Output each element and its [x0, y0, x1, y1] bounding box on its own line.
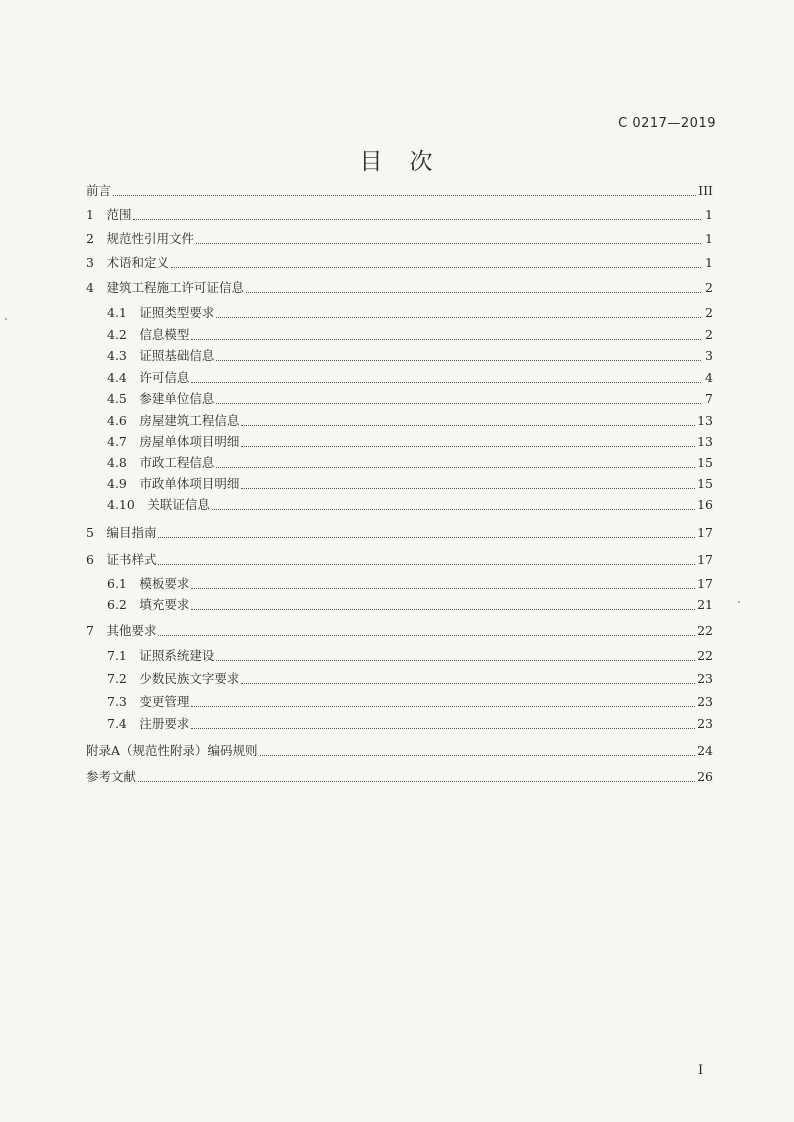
toc-entry-title: 4.5 参建单位信息 [107, 391, 215, 406]
dot-leader [241, 683, 695, 684]
toc-entry-title: 4.4 许可信息 [107, 370, 190, 385]
toc-entry-title: 4.8 市政工程信息 [107, 455, 215, 470]
toc-entry[interactable] [107, 325, 713, 345]
toc-entry[interactable] [107, 495, 713, 515]
dot-leader [171, 267, 701, 268]
toc-entry-title: 7.3 变更管理 [107, 694, 190, 709]
scan-artifact [738, 601, 740, 603]
toc-entry[interactable] [107, 692, 713, 712]
toc-entry-page: 23 [697, 694, 713, 709]
dot-leader [158, 564, 695, 565]
dot-leader [260, 755, 696, 756]
dot-leader [191, 382, 701, 383]
page-title: 目 次 [359, 149, 435, 175]
toc-entry-page: III [698, 183, 713, 198]
toc-entry-page: 22 [697, 648, 713, 663]
toc-entry-title: 4.6 房屋建筑工程信息 [107, 413, 240, 428]
toc-entry-page: 15 [697, 476, 713, 491]
dot-leader [246, 292, 701, 293]
toc-entry-page: 2 [705, 327, 713, 342]
toc-entry[interactable] [86, 523, 713, 543]
dot-leader [241, 488, 695, 489]
document-code: C 0217—2019 [618, 116, 716, 131]
toc-entry-page: 21 [697, 597, 713, 612]
dot-leader [191, 339, 701, 340]
toc-entry-title: 5 编目指南 [86, 525, 157, 540]
toc-entry-page: 2 [705, 305, 713, 320]
dot-leader [212, 509, 695, 510]
dot-leader [191, 728, 695, 729]
toc-entry[interactable] [107, 453, 713, 473]
toc-entry[interactable] [86, 253, 713, 273]
toc-entry[interactable] [107, 714, 713, 734]
toc-entry-page: 7 [705, 391, 713, 406]
dot-leader [216, 467, 695, 468]
dot-leader [133, 219, 701, 220]
dot-leader [216, 360, 701, 361]
dot-leader [191, 588, 695, 589]
dot-leader [241, 425, 695, 426]
toc-entry-title: 4.7 房屋单体项目明细 [107, 434, 240, 449]
toc-entry-page: 15 [697, 455, 713, 470]
dot-leader [138, 781, 695, 782]
toc-entry[interactable] [107, 646, 713, 666]
page-number: I [698, 1063, 704, 1078]
dot-leader [216, 660, 695, 661]
scan-artifact [5, 318, 7, 320]
toc-entry-title: 附录A（规范性附录）编码规则 [86, 743, 258, 758]
toc-entry-page: 1 [705, 255, 713, 270]
toc-entry-title: 6.2 填充要求 [107, 597, 190, 612]
toc-entry-title: 7.2 少数民族文字要求 [107, 671, 240, 686]
toc-entry-title: 4 建筑工程施工许可证信息 [86, 280, 244, 295]
dot-leader [158, 537, 695, 538]
toc-entry-page: 1 [705, 207, 713, 222]
toc-entry-title: 6.1 模板要求 [107, 576, 190, 591]
dot-leader [216, 403, 701, 404]
toc-entry[interactable] [107, 574, 713, 594]
toc-entry[interactable] [86, 741, 713, 761]
toc-entry[interactable] [86, 229, 713, 249]
toc-entry-page: 17 [697, 525, 713, 540]
toc-entry-title: 2 规范性引用文件 [86, 231, 194, 246]
toc-entry-title: 4.2 信息模型 [107, 327, 190, 342]
toc-entry[interactable] [86, 278, 713, 298]
toc-entry[interactable] [107, 389, 713, 409]
toc-entry-title: 7.1 证照系统建设 [107, 648, 215, 663]
toc-entry[interactable] [107, 303, 713, 323]
dot-leader [113, 195, 696, 196]
toc-entry-page: 22 [697, 623, 713, 638]
toc-entry[interactable] [107, 346, 713, 366]
toc-entry-page: 16 [697, 497, 713, 512]
toc-entry-title: 4.3 证照基础信息 [107, 348, 215, 363]
toc-entry-page: 17 [697, 552, 713, 567]
toc-entry-title: 4.9 市政单体项目明细 [107, 476, 240, 491]
toc-entry-title: 3 术语和定义 [86, 255, 169, 270]
dot-leader [196, 243, 701, 244]
toc-entry-page: 26 [697, 769, 713, 784]
toc-entry[interactable] [86, 205, 713, 225]
toc-entry-page: 24 [697, 743, 713, 758]
toc-entry[interactable] [86, 621, 713, 641]
toc-entry-page: 1 [705, 231, 713, 246]
toc-entry-page: 4 [705, 370, 713, 385]
dot-leader [241, 446, 695, 447]
toc-entry-title: 4.1 证照类型要求 [107, 305, 215, 320]
toc-entry-title: 6 证书样式 [86, 552, 157, 567]
dot-leader [191, 609, 695, 610]
dot-leader [191, 706, 695, 707]
toc-entry-page: 3 [705, 348, 713, 363]
toc-entry[interactable] [86, 181, 713, 201]
toc-entry-title: 4.10 关联证信息 [107, 497, 210, 512]
toc-entry-title: 前言 [86, 183, 112, 198]
toc-entry-page: 23 [697, 671, 713, 686]
toc-entry[interactable] [86, 550, 713, 570]
toc-entry-title: 7.4 注册要求 [107, 716, 190, 731]
toc-entry-title: 7 其他要求 [86, 623, 157, 638]
toc-entry[interactable] [107, 474, 713, 494]
toc-entry-page: 13 [697, 413, 713, 428]
toc-entry[interactable] [107, 595, 713, 615]
toc-entry-page: 2 [705, 280, 713, 295]
toc-entry-page: 13 [697, 434, 713, 449]
toc-entry[interactable] [107, 411, 713, 431]
dot-leader [158, 635, 695, 636]
toc-entry[interactable] [107, 368, 713, 388]
toc-entry[interactable] [107, 669, 713, 689]
dot-leader [216, 317, 701, 318]
toc-entry-title: 1 范围 [86, 207, 132, 222]
toc-entry[interactable] [107, 432, 713, 452]
toc-entry-page: 23 [697, 716, 713, 731]
toc-entry[interactable] [86, 767, 713, 787]
toc-entry-page: 17 [697, 576, 713, 591]
toc-entry-title: 参考文献 [86, 769, 137, 784]
